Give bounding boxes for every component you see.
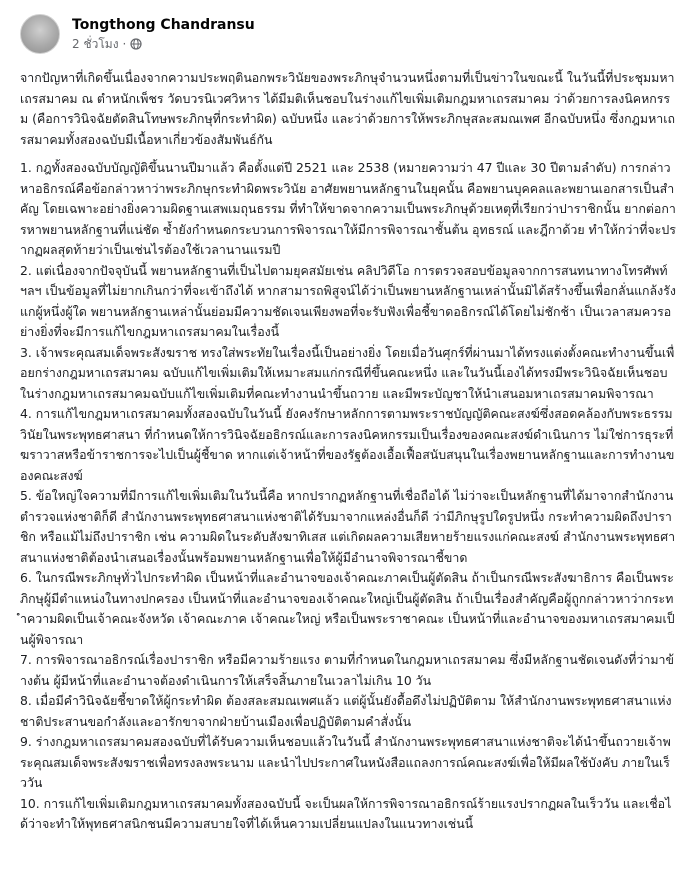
post-header bbox=[20, 12, 255, 56]
list-item: 9. ร่างกฎมหาเถรสมาคมสองฉบับที่ได้รับความเห็นชอบแล้วในวันนี้ สำนักงานพระพุทธศาสนาแห่งชาติจะได้นำขึ้นถวายเจ้าพระคุณสมเด็จพระสังฆราชเพื่อทรงลงพระนาม และนำไปประกาศในหนังสือแถลงการณ์คณะสงฆ์เพื่อให้มีผลใช้บังคับ ภายในเร็ววัน bbox=[20, 734, 671, 790]
post-meta bbox=[72, 36, 255, 52]
author-block bbox=[72, 16, 255, 52]
list-item: 7. การพิจารณาอธิกรณ์เรื่องปาราชิก หรือมีความร้ายแรง ตามที่กำหนดในกฎมหาเถรสมาคม ซึ่งมีหลักฐานชัดเจนดังที่ว่ามาข้างต้น ผู้มีหน้าที่และอำนาจต้องดำเนินการให้เสร็จสิ้นภายในเวลาไม่เกิน 10 วัน bbox=[20, 652, 674, 688]
list-item: 2. แต่เนื่องจากปัจจุบันนี้ พยานหลักฐานที่เป็นไปตามยุคสมัยเช่น คลิปวิดีโอ การตรวจสอบข้อมูลจากการสนทนาทางโทรศัพท์ ฯลฯ เป็นข้อมูลที่ไม่ยากเกินกว่าที่จะเข้าถึงได้ หากสามารถพิสูจน์ได้ว่าเป็นพยานหลักฐานเหล่านั้นมิได้สร้างขึ้นเพื่อกลั่นแกล้งรังแกผู้หนึ่งผู้ใด พยานหลักฐานเหล่านั้นย่อมมีความชัดเจนเพียงพอที่จะรับฟังเพื่อชี้ขาดอธิกรณ์ได้โดยไม่ชักช้า เป็นเวลาสมควรอย่างยิ่งที่จะมีการแก้ไขกฎมหาเถรสมาคมในเรื่องนี้ bbox=[20, 262, 676, 339]
post-body bbox=[20, 68, 676, 835]
list-item: 8. เมื่อมีคำวินิจฉัยชี้ขาดให้ผู้กระทำผิด ต้องสละสมณเพศแล้ว แต่ผู้นั้นยังดื้อดึงไม่ปฏิบัติตาม ให้สำนักงานพระพุทธศาสนาแห่งชาติประสานขอกำลังและอารักขาจากฝ่ายบ้านเมืองเพื่อปฏิบัติตามคำสั่งนั้น bbox=[20, 693, 672, 729]
list-item: 3. เจ้าพระคุณสมเด็จพระสังฆราช ทรงใส่พระทัยในเรื่องนี้เป็นอย่างยิ่ง โดยเมื่อวันศุกร์ที่ผ่านมาได้ทรงแต่งตั้งคณะทำงานขึ้นเพื่อยกร่างกฎมหาเถรสมาคม ฉบับแก้ไขเพิ่มเติมให้เหมาะสมแก่กรณีที่ขึ้นคณะหนึ่ง และในวันนี้เองได้ทรงมีพระวินิจฉัยเห็นชอบ ในร่างกฎมหาเถรสมาคมฉบับแก้ไขเพิ่มเติมที่คณะทำงานนำขึ้นถวาย และมีพระบัญชาให้นำเสนอมหาเถรสมาคมพิจารณา bbox=[20, 344, 675, 401]
list-item: 5. ข้อใหญ่ใจความที่มีการแก้ไขเพิ่มเติมในวันนี้คือ หากปรากฏหลักฐานที่เชื่อถือได้ ไม่ว่าจะเป็นหลักฐานที่ได้มาจากสำนักงานตำรวจแห่งชาติก็ดี สำนักงานพระพุทธศาสนาแห่งชาติได้รับมาจากแหล่งอื่นก็ดี ว่ามีภิกษุรูปใดรูปหนึ่ง กระทำความผิดถึงปาราชิก หรือแม้ไม่ถึงปาราชิก เช่น ความผิดในระดับสังฆาทิเสส แต่เกิดผลความเสียหายร้ายแรงแก่คณะสงฆ์ สำนักงานพระพุทธศาสนาแห่งชาติต้องนำเสนอเรื่องนั้นพร้อมพยานหลักฐานเพื่อให้ผู้มีอำนาจพิจารณาชี้ขาด bbox=[20, 488, 676, 565]
post-timestamp[interactable]: 2 ชั่วโมง bbox=[72, 37, 119, 51]
globe-icon[interactable] bbox=[130, 38, 142, 50]
list-item: 10. การแก้ไขเพิ่มเติมกฎมหาเถรสมาคมทั้งสองฉบับนี้ จะเป็นผลให้การพิจารณาอธิกรณ์ร้ายแรงปรากฏผลในเร็ววัน และเชื่อได้ว่าจะทำให้พุทธศาสนิกชนมีความสบายใจที่ได้เห็นความเปลี่ยนแปลงในแนวทางเช่นนี้ bbox=[20, 795, 672, 831]
post-list bbox=[20, 158, 676, 835]
author-name[interactable]: Tongthong Chandransu bbox=[72, 17, 255, 33]
avatar[interactable] bbox=[20, 14, 60, 54]
list-item: 4. การแก้ไขกฎมหาเถรสมาคมทั้งสองฉบับในวันนี้ ยังคงรักษาหลักการตามพระราชบัญญัติคณะสงฆ์ซึ่งสอดคล้องกับพระธรรมวินัยในพระพุทธศาสนา ที่กำหนดให้การวินิจฉัยอธิกรณ์และการลงนิคหกรรมเป็นเรื่องของคณะสงฆ์ดำเนินการ ไม่ใช่การธุระที่ฆราวาสหรือข้าราชการจะไปเป็นผู้ชี้ขาด หากแต่เจ้าหน้าที่ของรัฐต้องเอื้อเฟื้อสนับสนุนในเรื่องพยานหลักฐานและการทำงานของคณะสงฆ์ bbox=[20, 406, 675, 483]
list-item: 1. กฎทั้งสองฉบับบัญญัติขึ้นนานปีมาแล้ว คือตั้งแต่ปี 2521 และ 2538 (หมายความว่า 47 ปีและ 30 ปีตามลำดับ) การกล่าวหาอธิกรณ์คือข้อกล่าวหาว่าพระภิกษุกระทำผิดพระวินัย อาศัยพยานหลักฐานในยุคนั้น คือพยานบุคคลและพยานเอกสารเป็นสำคัญ โดยเฉพาะอย่างยิ่งความผิดฐานเสพเมถุนธรรม ที่ทำให้ขาดจากความเป็นพระภิกษุด้วยเหตุที่เรียกว่าปาราชิกนั้น ยากต่อการหาพยานหลักฐานที่แน่ชัด ซ้ำยังกำหนดกระบวนการพิจารณาให้มีการพิจารณาชั้นต้น อุทธรณ์ และฎีกาด้วย ทำให้กว่าที่จะปรากฏผลสุดท้ายว่าเป็นเช่นไรต้องใช้เวลานานแรมปี bbox=[20, 160, 676, 257]
meta-separator: · bbox=[122, 37, 127, 51]
list-item: 6. ในกรณีพระภิกษุทั่วไปกระทำผิด เป็นหน้าที่และอำนาจของเจ้าคณะภาคเป็นผู้ตัดสิน ถ้าเป็นกรณีพระสังฆาธิการ คือเป็นพระภิกษุผู้มีตำแหน่งในทางปกครอง เป็นหน้าที่และอำนาจของเจ้าคณะใหญ่เป็นผู้ตัดสิน ถ้าเป็นเรื่องสำคัญคือผู้ถูกกล่าวหาว่ากระทำความผิดเป็นเจ้าคณะจังหวัด เจ้าคณะภาค เจ้าคณะใหญ่ หรือเป็นพระราชาคณะ เป็นหน้าที่และอำนาจของมหาเถรสมาคมเป็นผู้พิจารณา bbox=[20, 570, 675, 647]
post-intro: จากปัญหาที่เกิดขึ้นเนื่องจากความประพฤตินอกพระวินัยของพระภิกษุจำนวนหนึ่งตามที่เป็นข่าวในขณะนี้ ในวันนี้ที่ประชุมมหาเถรสมาคม ณ ตำหนักเพ็ชร วัดบวรนิเวศวิหาร ได้มีมติเห็นชอบในร่างแก้ไขเพิ่มเติมกฎมหาเถรสมาคม ว่าด้วยการลงนิคหกรรม (คือการวินิจฉัยตัดสินโทษพระภิกษุที่กระทำผิด) ฉบับหนึ่ง และว่าด้วยการให้พระภิกษุสละสมณเพศ อีกฉบับหนึ่ง ซึ่งกฎมหาเถรสมาคมทั้งสองฉบับมีเนื้อหาเกี่ยวข้องสัมพันธ์กัน bbox=[20, 70, 675, 147]
